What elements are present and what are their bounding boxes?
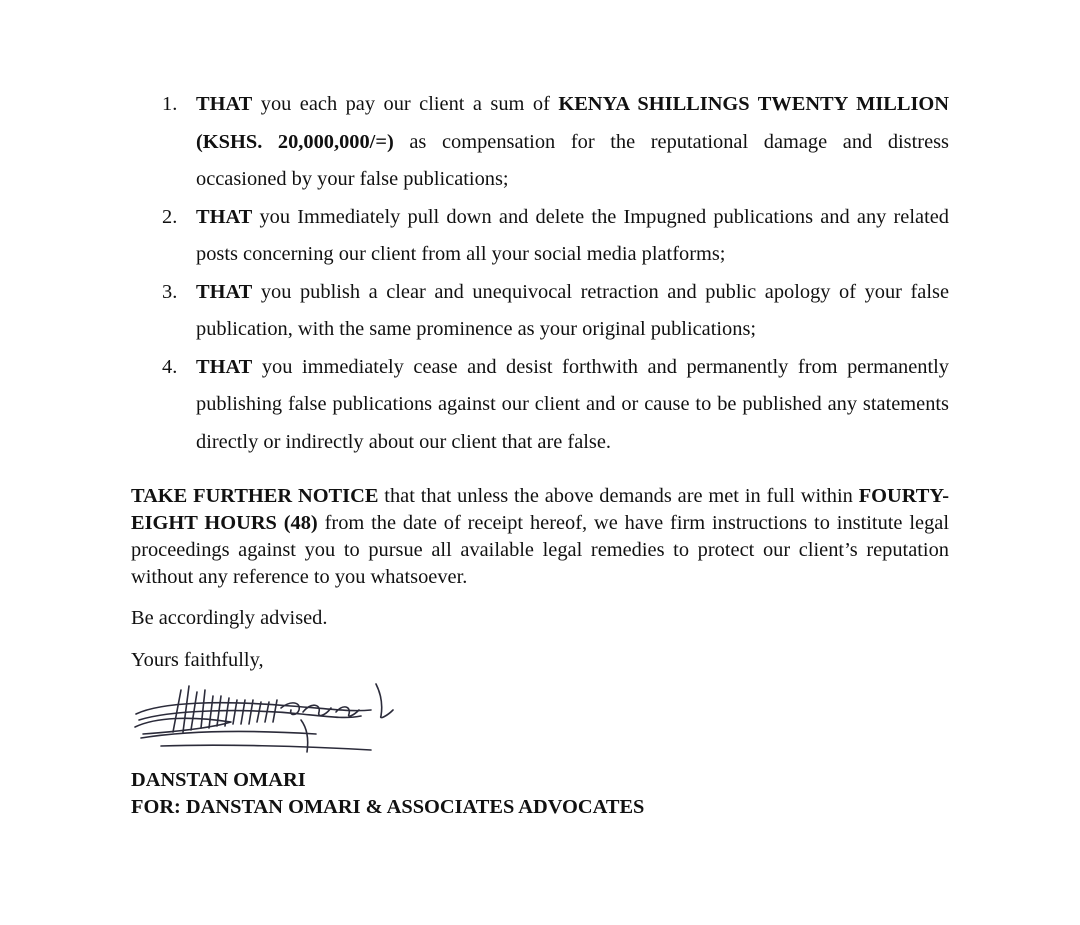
handwritten-signature [131,672,416,762]
notice-text: that that unless the above demands are met in full within [378,485,859,507]
demand-number: 1. [162,93,178,115]
demand-text: you each pay our client a sum of [252,93,559,115]
further-notice-paragraph [131,483,949,591]
demand-item [131,349,949,462]
demand-text: as compensation for the reputational damage and distress occasioned by your false publications; [196,130,949,190]
notice-text: from the date of receipt hereof, we have firm instructions to institute legal proceedings against you to pursue all available legal remedies to protect our client’s reputation without any reference to you whatsoever. [131,512,949,588]
notice-deadline: FOURTY-EIGHT HOURS (48) [131,485,949,534]
advised-line: Be accordingly advised. [131,607,328,629]
demand-item [131,199,949,274]
demand-lead: THAT [196,280,253,303]
signer-firm: FOR: DANSTAN OMARI & ASSOCIATES ADVOCATES [131,796,645,818]
demands-list [131,86,949,461]
demand-lead: THAT [196,93,253,115]
compensation-amount: KENYA SHILLINGS TWENTY MILLION (KSHS. 20,000,000/=) [196,93,949,153]
notice-lead: TAKE FURTHER NOTICE [131,485,379,507]
signer-name: DANSTAN OMARI [131,769,306,791]
demand-item [131,86,949,199]
demand-text: you immediately cease and desist forthwith and permanently from permanently publishing false publications against our client and or cause to be published any statements directly or indirectly about our client that are false. [196,355,949,453]
demand-number: 2. [162,205,178,228]
demand-lead: THAT [196,355,253,378]
demand-text: you publish a clear and unequivocal retraction and public apology of your false publication, with the same prominence as your original publications; [196,280,949,340]
demand-number: 4. [162,355,178,378]
closing-line: Yours faithfully, [131,649,264,671]
demand-text: you Immediately pull down and delete the Impugned publications and any related posts concerning our client from all your social media platforms; [196,205,949,265]
demand-number: 3. [162,280,178,303]
demand-item [131,274,949,349]
demand-lead: THAT [196,205,253,228]
signer-block [131,767,644,821]
